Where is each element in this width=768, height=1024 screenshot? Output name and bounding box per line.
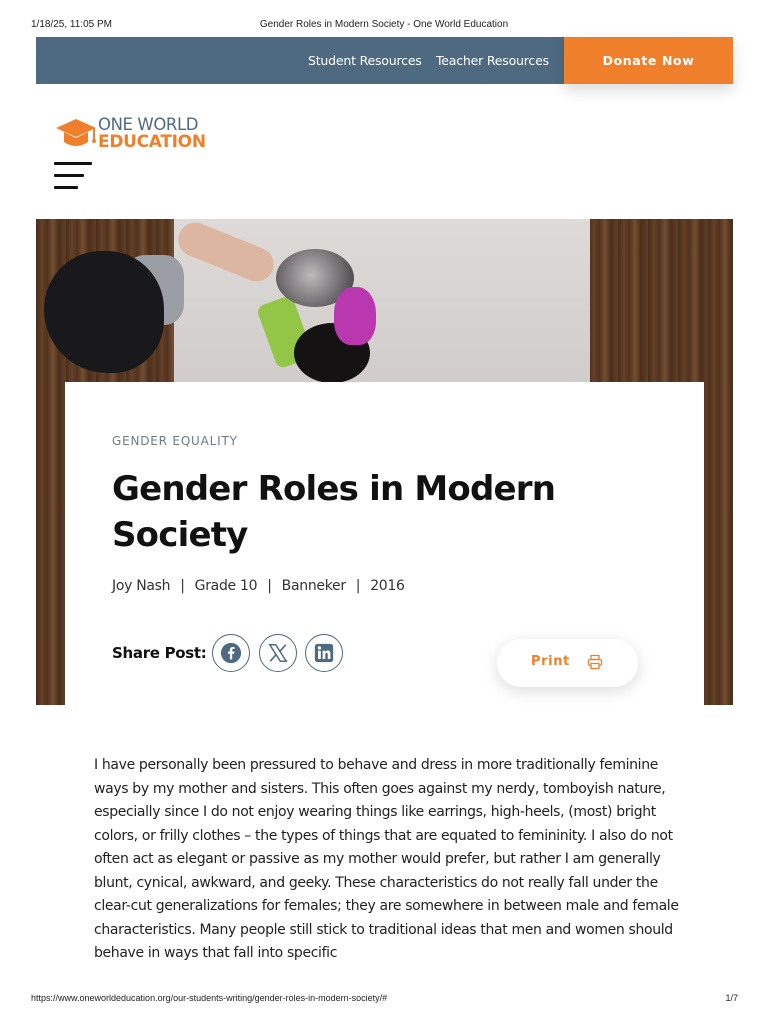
print-page-number: 1/7 xyxy=(725,993,738,1003)
print-label: Print xyxy=(531,654,570,669)
print-datetime: 1/18/25, 11:05 PM xyxy=(31,19,112,30)
share-post-label: Share Post: xyxy=(112,644,207,662)
logo-line-1: ONE WORLD xyxy=(98,115,199,134)
hamburger-menu-icon[interactable] xyxy=(54,160,94,192)
article-year: 2016 xyxy=(370,578,405,594)
x-twitter-icon xyxy=(267,642,289,664)
share-x-button[interactable] xyxy=(259,634,297,672)
donate-now-button[interactable]: Donate Now xyxy=(564,37,733,84)
print-button[interactable] xyxy=(497,639,638,687)
article-grade: Grade 10 xyxy=(194,578,258,594)
print-footer xyxy=(0,993,768,1007)
linkedin-icon xyxy=(313,642,335,664)
article-meta: Joy Nash | Grade 10 | Banneker | 2016 xyxy=(112,578,405,594)
article-title: Gender Roles in Modern Society xyxy=(112,469,556,555)
print-url: https://www.oneworldeducation.org/our-students-writing/gender-roles-in-modern-society/# xyxy=(31,993,388,1003)
print-header xyxy=(0,19,768,33)
article-body: I have personally been pressured to behave and dress in more traditionally feminine ways by my mother and sisters. This often goes against my nerdy, tomboyish nature, especially since I do not enjoy wearing things like earrings, high-heels, (most) bright colors, or frilly clothes – the types of things that are equated to femininity. I also do not often act as elegant or passive as my mother would prefer, but rather I am generally blunt, cynical, awkward, and geeky. These characteristics do not really fall under the clear-cut generalizations for females; they are somewhere in between male and female characteristics. Many people still stick to traditional ideas that men and women should behave in ways that fall into specific xyxy=(94,757,679,961)
share-facebook-button[interactable] xyxy=(212,634,250,672)
site-logo[interactable] xyxy=(54,112,214,158)
printer-icon xyxy=(587,654,603,670)
article-school: Banneker xyxy=(281,578,346,594)
print-page-title: Gender Roles in Modern Society - One World Education xyxy=(259,19,509,30)
article-category[interactable]: GENDER EQUALITY xyxy=(112,434,238,448)
nav-student-resources[interactable]: Student Resources xyxy=(308,53,422,68)
article-author: Joy Nash xyxy=(112,578,171,594)
logo-line-2: EDUCATION xyxy=(98,132,206,152)
graduation-cap-icon xyxy=(54,114,98,154)
nav-teacher-resources[interactable]: Teacher Resources xyxy=(436,53,549,68)
facebook-icon xyxy=(220,642,242,664)
share-linkedin-button[interactable] xyxy=(305,634,343,672)
